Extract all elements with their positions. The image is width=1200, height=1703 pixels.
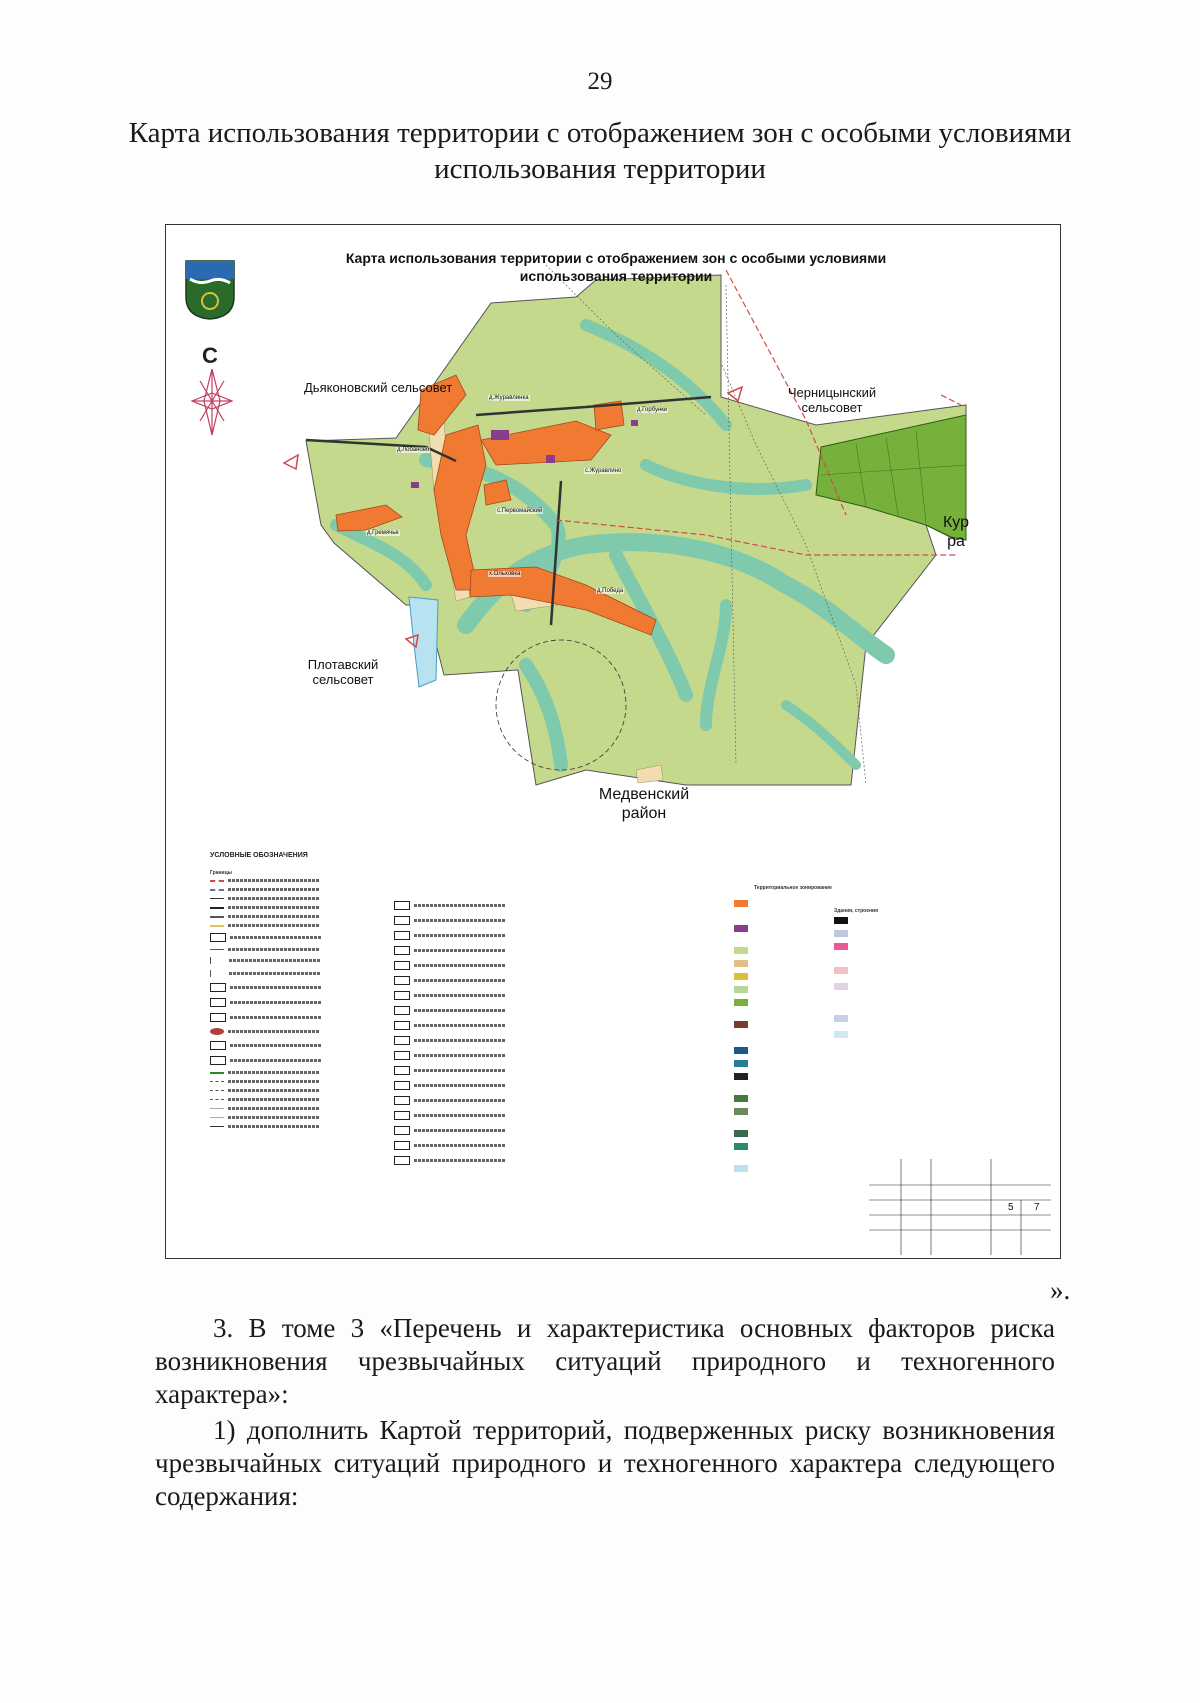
legend-item: [210, 1071, 350, 1074]
legend-item: [394, 1081, 534, 1090]
place-medvensky: Медвенский район: [598, 786, 690, 822]
legend-item: [210, 1028, 350, 1035]
paragraph: 1) дополнить Картой территорий, подверженных риску возникновения чрезвычайных ситуаций природного и техногенного характера следующего содержания:: [155, 1415, 1055, 1511]
place-kur: Кур ра: [942, 514, 970, 550]
legend-item: [210, 948, 350, 951]
map-title: Карта использования территории с отображением зон с особыми условиями использования территории: [345, 250, 887, 284]
legend-item: [394, 991, 534, 1000]
legend-title: УСЛОВНЫЕ ОБОЗНАЧЕНИЯ: [210, 852, 308, 859]
north-letter: С: [202, 343, 218, 368]
legend-item: [394, 916, 534, 925]
closing-quote: ».: [1050, 1275, 1071, 1305]
compass-rose-icon: [188, 367, 236, 437]
legend-header: Границы: [210, 870, 232, 876]
village-label: с.Журавлино: [585, 468, 622, 474]
legend-header: Территориальное зонирование: [754, 885, 832, 891]
village-label: д.Победа: [597, 588, 624, 594]
paragraph: 3. В томе 3 «Перечень и характеристика основных факторов риска возникновения чрезвычайных ситуаций природного и техногенного характера»:: [155, 1313, 1055, 1409]
legend-swatches: [734, 900, 848, 1172]
legend-item: [210, 983, 350, 992]
legend-item: [210, 1089, 350, 1092]
legend-item: [210, 1080, 350, 1083]
place-dyakonovsky: Дьяконовский сельсовет: [304, 380, 453, 395]
legend-item: [210, 1041, 350, 1050]
legend-header: Здания, строения: [834, 908, 879, 914]
village-label: х.Ольховка: [489, 571, 521, 577]
legend-item: [210, 1013, 350, 1022]
place-chernitsynsky: Черницынский сельсовет: [787, 385, 877, 415]
legend-item: [210, 924, 350, 927]
village-label: д.Гремячье: [367, 530, 399, 536]
legend-item: [210, 1098, 350, 1101]
legend-item: [394, 1156, 534, 1165]
legend-item: [210, 879, 350, 882]
legend-item: [394, 1021, 534, 1030]
legend-item: [394, 1141, 534, 1150]
legend-item: [394, 1051, 534, 1060]
legend-column: [834, 903, 954, 917]
village-label: с.Первомайский: [497, 508, 543, 514]
legend-item: [394, 1066, 534, 1075]
legend-item: [394, 961, 534, 970]
village-label: д.Горбунки: [637, 407, 668, 413]
legend-item: [394, 1096, 534, 1105]
legend-column: [210, 865, 350, 1134]
legend-item: [210, 970, 350, 977]
stamp-sheet: 5: [1008, 1202, 1014, 1213]
legend-item: [210, 1056, 350, 1065]
legend-item: [210, 1125, 350, 1128]
legend-item: [394, 901, 534, 910]
stamp-sheets: 7: [1034, 1202, 1040, 1213]
legend-item: [210, 915, 350, 918]
legend-item: [394, 1126, 534, 1135]
map-frame: [165, 224, 1061, 1259]
legend-item: [210, 1116, 350, 1119]
legend-item: [210, 906, 350, 909]
legend-item: [210, 888, 350, 891]
place-plotavsky: Плотавский сельсовет: [307, 657, 379, 687]
legend-item: [394, 946, 534, 955]
water-body: [409, 597, 438, 687]
legend-item: [394, 1006, 534, 1015]
coat-of-arms-icon: [184, 259, 236, 321]
page-number: 29: [587, 68, 613, 95]
legend-item: [394, 976, 534, 985]
legend-column: [394, 901, 534, 1171]
legend-item: [210, 897, 350, 900]
legend-item: [210, 1107, 350, 1110]
legend-item: [210, 998, 350, 1007]
legend-item: [210, 957, 350, 964]
village-label: д.Лобаново: [397, 447, 430, 453]
legend-item: [394, 1036, 534, 1045]
legend-item: [210, 933, 350, 942]
village-label: д.Журавлинка: [489, 395, 529, 401]
legend-item: [394, 931, 534, 940]
document-title: Карта использования территории с отображением зон с особыми условиями использования территории: [128, 117, 1072, 185]
legend-column: [754, 880, 864, 894]
legend-item: [394, 1111, 534, 1120]
